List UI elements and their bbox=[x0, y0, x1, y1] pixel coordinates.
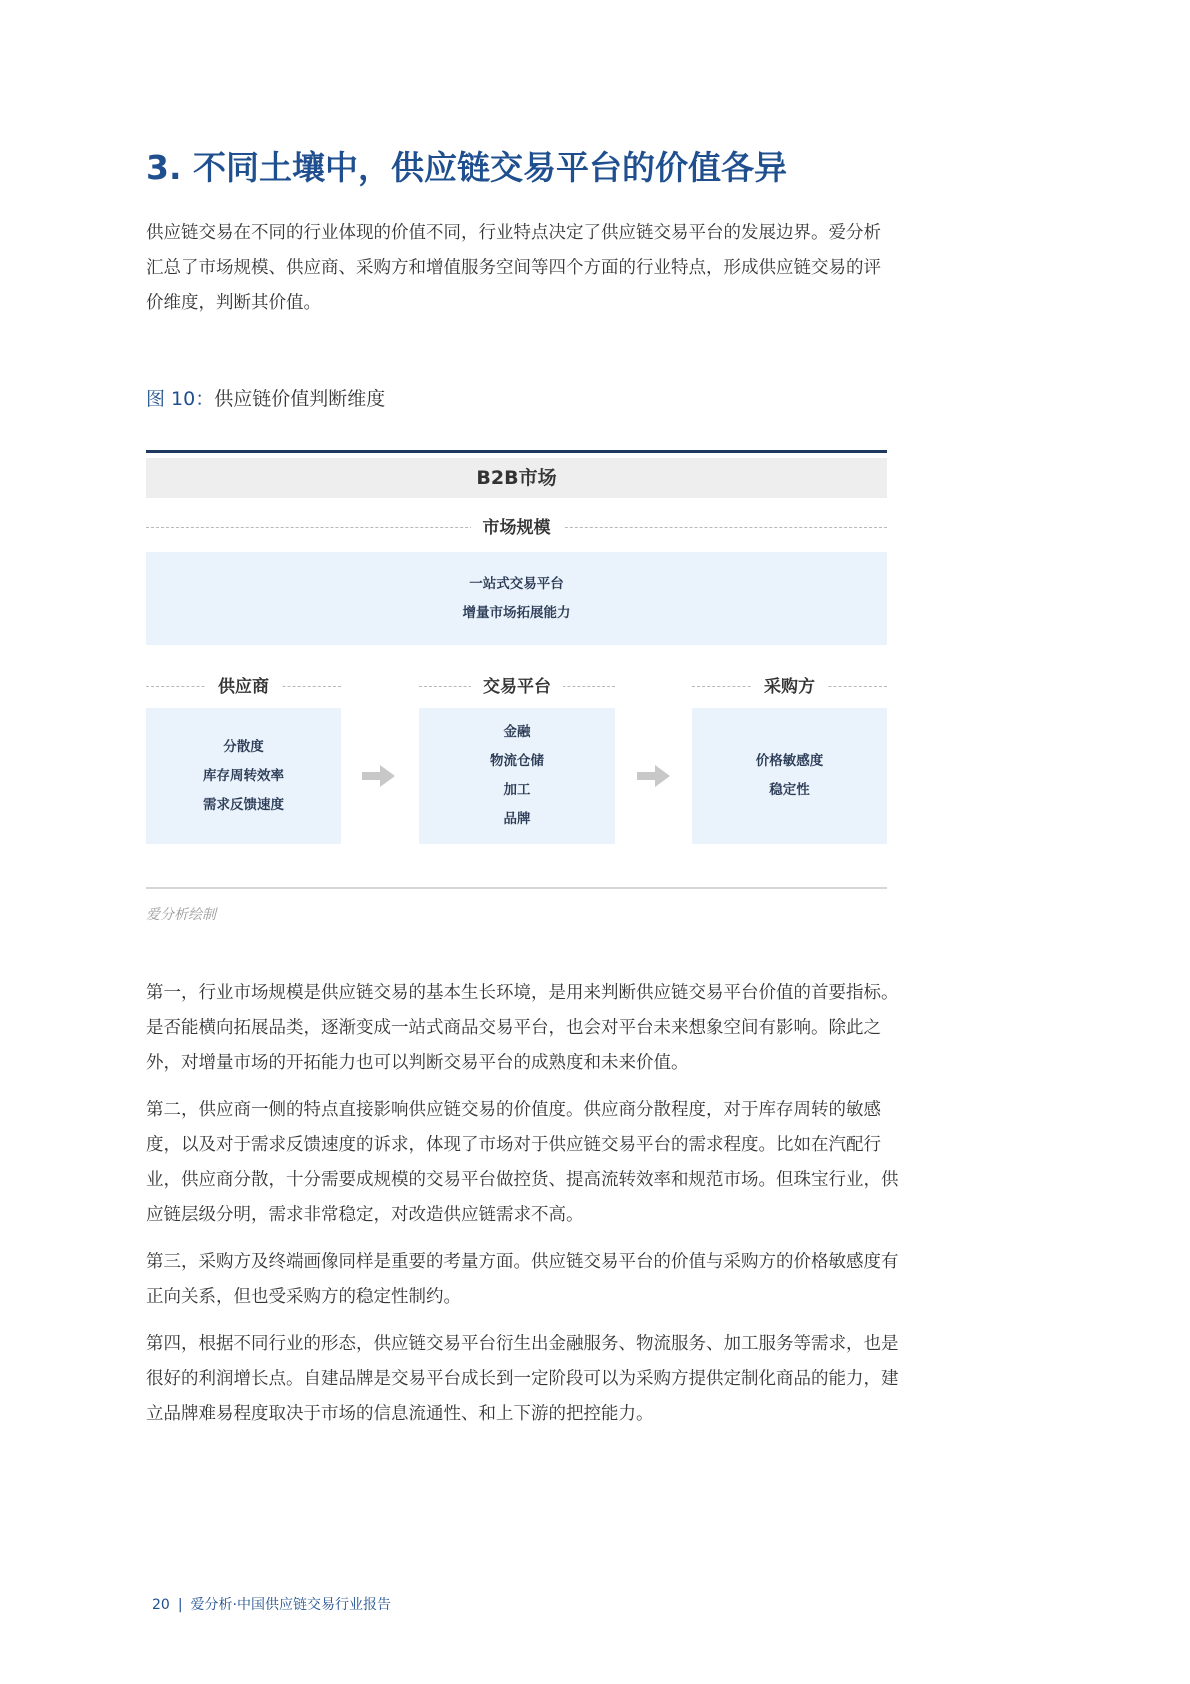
buyer-label-text: 采购方 bbox=[752, 677, 827, 697]
body-paragraph: 第三，采购方及终端画像同样是重要的考量方面。供应链交易平台的价值与采购方的价格敏感度有正向关系，但也受采购方的稳定性制约。 bbox=[146, 1252, 899, 1307]
b2b-market-bar: B2B市场 bbox=[146, 458, 887, 498]
platform-item: 金融 bbox=[503, 724, 531, 740]
platform-label bbox=[419, 672, 615, 702]
platform-item: 品牌 bbox=[503, 811, 531, 827]
value-dimension-diagram bbox=[146, 450, 887, 890]
right-arrow-icon bbox=[637, 763, 671, 789]
figure-number: 图 10： bbox=[146, 388, 215, 410]
footer-separator: | bbox=[177, 1597, 183, 1613]
figure-caption: 供应链价值判断维度 bbox=[214, 388, 386, 410]
diagram-top-rule bbox=[146, 450, 887, 453]
right-arrow-icon bbox=[362, 763, 396, 789]
body-text bbox=[146, 976, 906, 1444]
supplier-label-text: 供应商 bbox=[206, 677, 281, 697]
body-paragraph: 第一，行业市场规模是供应链交易的基本生长环境，是用来判断供应链交易平台价值的首要指标。是否能横向拓展品类，逐渐变成一站式商品交易平台，也会对平台未来想象空间有影响。除此之外，对增量市场的开拓能力也可以判断交易平台的成熟度和未来价值。 bbox=[146, 983, 899, 1073]
supplier-item: 库存周转效率 bbox=[203, 767, 284, 784]
buyer-item: 稳定性 bbox=[769, 782, 810, 798]
market-scale-text: 市场规模 bbox=[471, 518, 563, 538]
body-paragraph: 第四，根据不同行业的形态，供应链交易平台衍生出金融服务、物流服务、加工服务等需求，也是很好的利润增长点。自建品牌是交易平台成长到一定阶段可以为采购方提供定制化商品的能力，建立品牌难易程度取决于市场的信息流通性、和上下游的把控能力。 bbox=[146, 1334, 899, 1424]
figure-title bbox=[146, 384, 385, 411]
market-item: 增量市场拓展能力 bbox=[462, 604, 571, 621]
market-scale-box bbox=[146, 552, 887, 645]
report-title: 爱分析·中国供应链交易行业报告 bbox=[190, 1597, 391, 1613]
figure-source: 爱分析绘制 bbox=[146, 907, 216, 923]
diagram-bottom-rule bbox=[146, 887, 887, 889]
market-scale-label bbox=[146, 513, 887, 543]
intro-paragraph: 供应链交易在不同的行业体现的价值不同，行业特点决定了供应链交易平台的发展边界。爱分析汇总了市场规模、供应商、采购方和增值服务空间等四个方面的行业特点，形成供应链交易的评价维度，判断其价值。 bbox=[146, 223, 881, 313]
market-item: 一站式交易平台 bbox=[469, 575, 564, 592]
page-number: 20 bbox=[152, 1597, 170, 1613]
platform-item: 物流仓储 bbox=[490, 753, 544, 769]
page-footer bbox=[152, 1594, 391, 1614]
buyer-box bbox=[692, 708, 887, 844]
supplier-label bbox=[146, 672, 341, 702]
platform-label-text: 交易平台 bbox=[471, 677, 563, 697]
platform-item: 加工 bbox=[503, 782, 531, 798]
supplier-item: 需求反馈速度 bbox=[203, 796, 284, 813]
section-title: 3. 不同土壤中，供应链交易平台的价值各异 bbox=[146, 148, 787, 187]
body-paragraph: 第二，供应商一侧的特点直接影响供应链交易的价值度。供应商分散程度，对于库存周转的敏感度，以及对于需求反馈速度的诉求，体现了市场对于供应链交易平台的需求程度。比如在汽配行业，供应商分散，十分需要成规模的交易平台做控货、提高流转效率和规范市场。但珠宝行业，供应链层级分明，需求非常稳定，对改造供应链需求不高。 bbox=[146, 1100, 899, 1225]
supplier-box bbox=[146, 708, 341, 844]
buyer-item: 价格敏感度 bbox=[755, 753, 824, 769]
supplier-item: 分散度 bbox=[223, 738, 264, 755]
buyer-label bbox=[692, 672, 887, 702]
platform-box bbox=[419, 708, 615, 844]
